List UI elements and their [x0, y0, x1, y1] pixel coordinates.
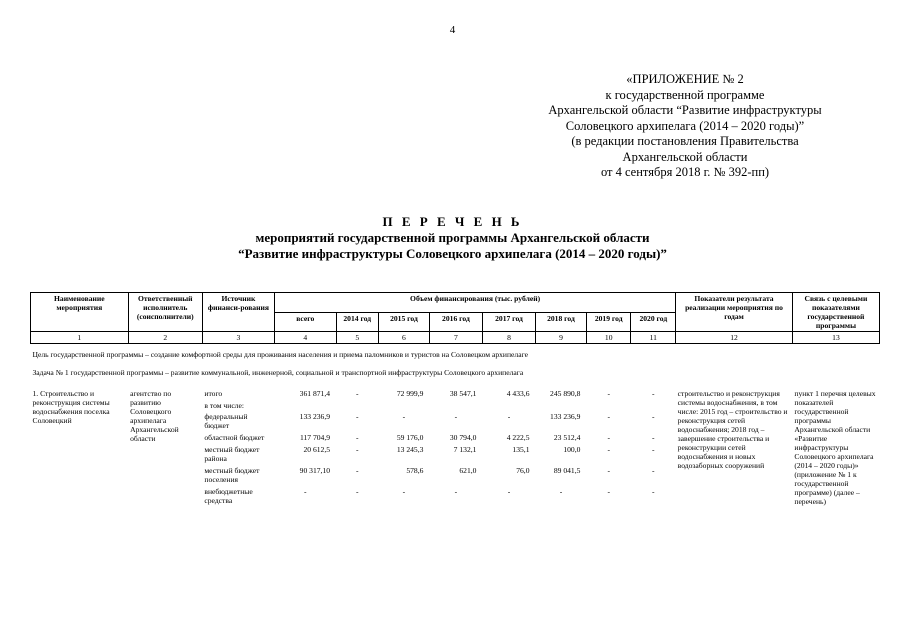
cell-2019: -: [607, 465, 610, 475]
funding-source: в том числе:: [204, 400, 244, 410]
appendix-line: Архангельской области: [622, 149, 748, 164]
header-link: Связь с целевыми показателями государственной программы: [792, 293, 879, 332]
activity-link: пункт 1 перечня целевых показателей государственной программы Архангельской области «Развитие инфраструктуры Соловецкого архипелага (2014 – 2020 годы)» (приложение № 1 к государственной программе) (далее – перечень): [794, 389, 876, 506]
cell-2015: -: [402, 412, 406, 422]
task-row: [31, 362, 880, 380]
table-row: [31, 388, 880, 400]
appendix-header: [520, 72, 850, 181]
funding-source: местный бюджет поселения: [204, 465, 260, 484]
title-subheading: мероприятий государственной программы Архангельской области: [255, 230, 650, 245]
column-number: 2: [128, 332, 202, 344]
appendix-line: «ПРИЛОЖЕНИЕ № 2: [626, 72, 744, 86]
cell-2014: [336, 400, 378, 412]
activity-indicators: строительство и реконструкция системы водоснабжения, в том числе: 2015 год – строительство и реконструкция сетей водоснабжения; 2018 год – завершение строительства и реконструкции сетей водоснабжения и новых водозаборных сооружений: [677, 389, 788, 470]
activity-name: 1. Строительство и реконструкция системы водоснабжения поселка Соловецкий: [32, 389, 110, 425]
cell-2019: -: [607, 412, 610, 422]
header-2019: 2019 год: [586, 312, 631, 332]
cell-2020: -: [652, 444, 655, 454]
header-indicators: Показатели результата реализации мероприятия по годам: [676, 293, 793, 332]
page-number: 4: [449, 24, 456, 36]
cell-2015: 13 245,3: [396, 444, 424, 454]
cell-2014: -: [356, 412, 359, 422]
program-goal: Цель государственной программы – создание комфортной среды для проживания населения и приема паломников и туристов на Соловецком архипелаге: [32, 350, 528, 359]
cell-2018: 245 890,8: [550, 389, 581, 398]
cell-total: 20 612,5: [303, 444, 331, 454]
cell-total: 361 871,4: [299, 389, 331, 398]
cell-2020: [631, 400, 676, 412]
cell-2014: -: [356, 486, 359, 496]
cell-2018: 89 041,5: [553, 465, 581, 475]
cell-2020: -: [652, 433, 655, 443]
cell-2015: 578,6: [406, 465, 424, 475]
cell-2014: -: [356, 444, 359, 454]
funding-source: федеральный бюджет: [204, 412, 248, 431]
appendix-line: (в редакции постановления Правительства: [571, 134, 799, 148]
cell-2018: 100,0: [563, 444, 581, 454]
cell-2019: -: [607, 433, 610, 443]
cell-2016: 621,0: [459, 465, 477, 475]
header-2015: 2015 год: [378, 312, 429, 332]
header-executor: Ответственный исполнитель (соисполнители): [128, 293, 202, 332]
funding-source: итого: [204, 389, 223, 398]
cell-2015: 72 999,9: [396, 389, 424, 398]
cell-2016: 38 547,1: [449, 389, 477, 398]
header-2016: 2016 год: [429, 312, 482, 332]
title-heading: П Е Р Е Ч Е Н Ь: [382, 214, 523, 229]
cell-2016: -: [454, 486, 458, 496]
cell-2015: -: [402, 486, 406, 496]
cell-2016: 30 794,0: [449, 433, 477, 443]
header-2020: 2020 год: [631, 312, 676, 332]
cell-2014: -: [356, 465, 359, 475]
title-program-name: “Развитие инфраструктуры Соловецкого архипелага (2014 – 2020 годы)”: [238, 246, 667, 261]
cell-2018: 23 512,4: [553, 433, 581, 443]
cell-2019: -: [607, 444, 610, 454]
cell-total: -: [304, 486, 307, 496]
activities-table: [30, 292, 880, 507]
cell-2019: -: [607, 486, 610, 496]
header-2018: 2018 год: [536, 312, 587, 332]
goal-row: [31, 344, 880, 363]
column-number: 8: [482, 332, 535, 344]
cell-2020: -: [652, 465, 655, 475]
header-source: Источник финанси-рования: [202, 293, 274, 332]
cell-2014: -: [356, 389, 359, 398]
cell-total: 133 236,9: [299, 412, 331, 422]
funding-source: внебюджетные средства: [204, 486, 253, 505]
column-number: 12: [676, 332, 793, 344]
column-number: 3: [202, 332, 274, 344]
appendix-line: от 4 сентября 2018 г. № 392-пп): [600, 165, 770, 179]
cell-2017: 4 433,6: [506, 389, 530, 398]
cell-2020: -: [652, 412, 655, 422]
column-number: 7: [429, 332, 482, 344]
cell-2017: -: [507, 486, 511, 496]
cell-2015: 59 176,0: [396, 433, 424, 443]
cell-2017: 76,0: [516, 465, 530, 475]
cell-2020: -: [652, 389, 655, 398]
cell-2017: 135,1: [512, 444, 530, 454]
cell-2017: 4 222,5: [506, 433, 530, 443]
cell-total: 117 704,9: [299, 433, 331, 443]
cell-2018: 133 236,9: [550, 412, 581, 422]
cell-2017: [482, 400, 535, 412]
appendix-line: Соловецкого архипелага (2014 – 2020 годы)”: [565, 118, 805, 133]
cell-2018: -: [559, 486, 563, 496]
appendix-line: Архангельской области “Развитие инфраструктуры: [548, 103, 822, 117]
column-number: 4: [275, 332, 337, 344]
header-2017: 2017 год: [482, 312, 535, 332]
cell-2017: -: [507, 412, 511, 422]
column-number: 6: [378, 332, 429, 344]
cell-total: [275, 400, 337, 412]
cell-2015: [378, 400, 429, 412]
column-number: 13: [792, 332, 879, 344]
column-number: 9: [536, 332, 587, 344]
header-row: [31, 293, 880, 313]
column-number: 5: [336, 332, 378, 344]
header-name: Наименование мероприятия: [31, 293, 129, 332]
cell-2018: [536, 400, 587, 412]
header-2014: 2014 год: [336, 312, 378, 332]
funding-source: областной бюджет: [204, 433, 265, 443]
cell-2016: [429, 400, 482, 412]
header-volume: Объем финансирования (тыс. рублей): [275, 293, 676, 313]
column-number-row: [31, 332, 880, 344]
column-number: 11: [631, 332, 676, 344]
header-total: всего: [275, 312, 337, 332]
funding-source: местный бюджет района: [204, 444, 260, 463]
column-number: 1: [31, 332, 129, 344]
cell-2019: [586, 400, 631, 412]
appendix-line: к государственной программе: [605, 87, 765, 102]
cell-2016: -: [454, 412, 458, 422]
program-task: Задача № 1 государственной программы – развитие коммунальной, инженерной, социальной и транспортной инфраструктуры Соловецкого архипелага: [32, 368, 524, 377]
cell-total: 90 317,10: [299, 465, 331, 475]
cell-2016: 7 132,1: [453, 444, 477, 454]
cell-2014: -: [356, 433, 359, 443]
cell-2020: -: [652, 486, 655, 496]
column-number: 10: [586, 332, 631, 344]
document-title: [0, 214, 905, 262]
cell-2019: -: [607, 389, 610, 398]
activity-executor: агентство по развитию Соловецкого архипелага Архангельской области: [130, 389, 179, 443]
